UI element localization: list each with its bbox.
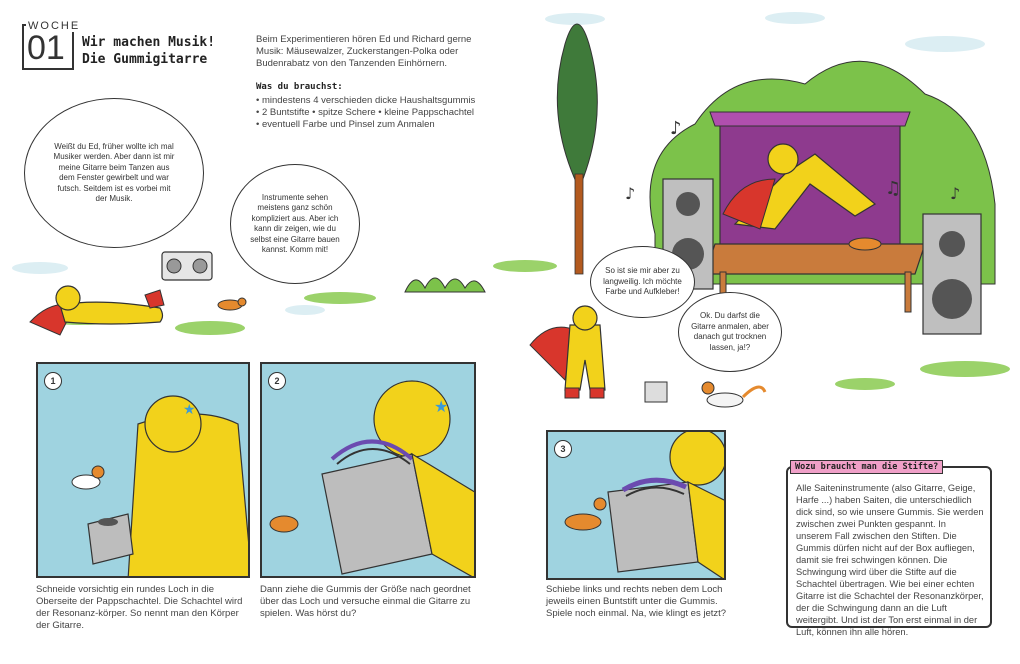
speech-text: Weißt du Ed, früher wollte ich mal Musiker werden. Aber dann ist mir meine Gitarre beim Tanzen aus dem Fenster gewirbelt und war futsch. Seitdem ist es vorbei mit der Musik. bbox=[53, 141, 175, 203]
step-panel-3 bbox=[546, 430, 726, 580]
speech-text: Ok. Du darfst die Gitarre anmalen, aber danach gut trocknen lassen, ja!? bbox=[691, 311, 769, 352]
grass-patch bbox=[300, 290, 380, 306]
week-label: WOCHE bbox=[28, 20, 81, 32]
materials-title: Was du brauchst: bbox=[256, 82, 343, 92]
step-number-3: 3 bbox=[554, 440, 572, 458]
materials-item: • mindestens 4 verschieden dicke Haushaltsgummis bbox=[256, 95, 506, 107]
info-box bbox=[786, 466, 992, 637]
speech-bubble-richard-offer bbox=[230, 164, 360, 284]
title-line-2: Die Gummigitarre bbox=[82, 52, 208, 67]
svg-text:♪: ♪ bbox=[950, 184, 961, 203]
materials-item: • 2 Buntstifte • spitze Schere • kleine Pappschachtel bbox=[256, 107, 506, 119]
speech-text: Instrumente sehen meistens ganz schön kompliziert aus. Aber ich kann dir zeigen, wie du selbst eine Gitarre bauen kannst. Komm mit! bbox=[250, 192, 340, 254]
step-caption-1: Schneide vorsichtig ein rundes Loch in die Oberseite der Pappschachtel. Die Schachtel wird der Resonanz-körper. So nennt man den Körper der Gitarre. bbox=[36, 584, 243, 631]
speech-bubble-paint bbox=[678, 292, 782, 372]
grass-bush bbox=[400, 268, 490, 294]
svg-text:★: ★ bbox=[183, 402, 196, 418]
info-text: Alle Saiteninstrumente (also Gitarre, Geige, Harfe ...) haben Saiten, die unterschiedlich dick sind, so wie unsere Gummis. Sie werden zwischen zwei Punkten gespannt. In unserem Fall zwischen den Stiften. Die Gummis dürfen nicht auf der Box aufliegen, damit sie frei schwingen können. Die Schwingung wird über die Stifte auf die Schachtel übertragen. Wie bei einer echten Gitarre ist die Schachtel der Resonanzkörper, der die Schwingung dann an die Luft weitergibt. Und ist der Ton erst einmal in der Luft, können ihn alle hören. bbox=[796, 483, 984, 637]
svg-text:♪: ♪ bbox=[625, 184, 636, 203]
materials-list bbox=[256, 95, 506, 131]
speech-bubble-boring bbox=[590, 246, 695, 318]
svg-text:♪: ♪ bbox=[670, 118, 682, 139]
step-number-2: 2 bbox=[268, 372, 286, 390]
materials-item: • eventuell Farbe und Pinsel zum Anmalen bbox=[256, 119, 506, 131]
step-caption-3: Schiebe links und rechts neben dem Loch jeweils einen Buntstift unter die Gummis. Spiele noch einmal. Na, wie klingt es jetzt? bbox=[546, 584, 727, 619]
svg-text:★: ★ bbox=[434, 397, 449, 416]
title-line-1: Wir machen Musik! bbox=[82, 35, 216, 50]
step-number-1: 1 bbox=[44, 372, 62, 390]
step-2-illustration bbox=[262, 364, 476, 578]
step-caption-2: Dann ziehe die Gummis der Größe nach geordnet über das Loch und versuche einmal die Gitarre zu spielen. Was hörst du? bbox=[260, 584, 471, 619]
page-title bbox=[82, 34, 215, 68]
step-3-illustration bbox=[548, 432, 726, 580]
week-number: 01 bbox=[27, 29, 65, 67]
speech-bubble-ed-story bbox=[24, 98, 204, 248]
speech-text: So ist sie mir aber zu langweilig. Ich möchte Farbe und Aufkleber! bbox=[603, 266, 682, 297]
step-panel-2 bbox=[260, 362, 476, 578]
info-title: Wozu braucht man die Stifte? bbox=[790, 460, 943, 474]
intro-text: Beim Experimentieren hören Ed und Richard gerne Musik: Mäusewalzer, Zuckerstangen-Polka oder Budenrabatz von den Tanzenden Einhörnern. bbox=[256, 34, 472, 69]
svg-text:♫: ♫ bbox=[885, 178, 902, 199]
step-1-illustration bbox=[38, 364, 250, 578]
step-panel-1 bbox=[36, 362, 250, 578]
